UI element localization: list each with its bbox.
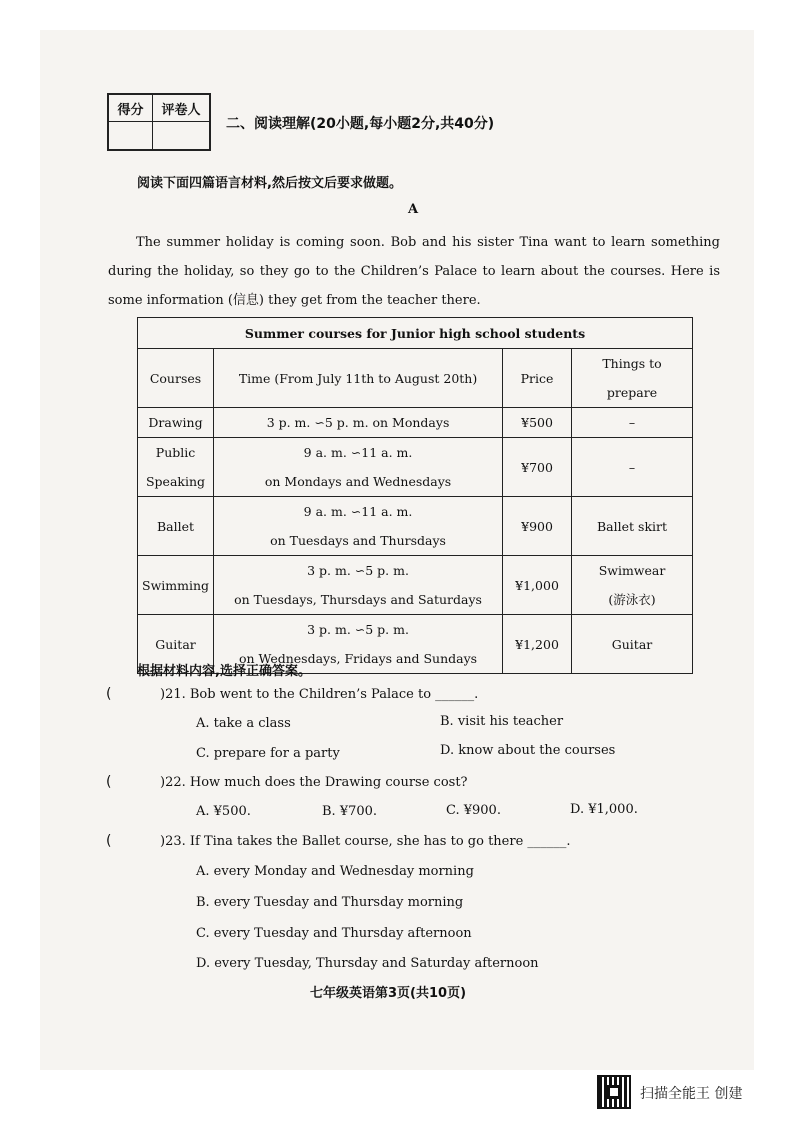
course-prepare: –: [572, 408, 693, 438]
course-name: Drawing: [138, 408, 214, 438]
option-a: A. every Monday and Wednesday morning: [196, 864, 474, 879]
option-c: C. ¥900.: [446, 803, 501, 818]
instruction: 阅读下面四篇语言材料,然后按文后要求做题。: [137, 176, 402, 191]
option-b: B. every Tuesday and Thursday morning: [196, 895, 464, 910]
question-21-stem: )21. Bob went to the Children’s Palace to ______.: [160, 687, 479, 702]
header-prepare: Things to prepare: [572, 349, 693, 408]
course-price: ¥500: [503, 408, 572, 438]
course-price: ¥900: [503, 497, 572, 556]
course-price: ¥1,000: [503, 556, 572, 615]
answer-paren: (: [106, 774, 112, 790]
course-price: ¥700: [503, 438, 572, 497]
option-b: B. ¥700.: [322, 804, 378, 819]
course-time: [214, 438, 503, 497]
table-row: [138, 497, 693, 556]
course-name: Swimming: [138, 556, 214, 615]
course-name: Public Speaking: [138, 438, 214, 497]
course-prepare: Guitar: [572, 615, 693, 674]
option-b: B. visit his teacher: [440, 714, 564, 729]
time-line: 3 p. m. ∽5 p. m.: [307, 563, 409, 578]
qr-code-icon: [597, 1075, 631, 1109]
grader-label: 评卷人: [153, 95, 209, 122]
table-row: [138, 438, 693, 497]
header-courses: Courses: [138, 349, 214, 408]
option-d: D. know about the courses: [440, 743, 616, 758]
time-line: 9 a. m. ∽11 a. m.: [303, 504, 413, 519]
course-time: [214, 556, 503, 615]
table-row: [138, 556, 693, 615]
answer-paren: (: [106, 833, 112, 849]
header-time: Time (From July 11th to August 20th): [214, 349, 503, 408]
question-23-stem: )23. If Tina takes the Ballet course, she has to go there ______.: [160, 834, 571, 849]
time-line: on Mondays and Wednesdays: [264, 474, 452, 489]
option-c: C. every Tuesday and Thursday afternoon: [196, 926, 472, 941]
grader-cell: [153, 122, 209, 149]
choose-prompt: 根据材料内容,选择正确答案。: [137, 664, 311, 679]
course-prepare: [572, 556, 693, 615]
courses-table: [137, 317, 693, 674]
course-prepare: Ballet skirt: [572, 497, 693, 556]
score-cell: [109, 122, 153, 149]
option-d: D. every Tuesday, Thursday and Saturday afternoon: [196, 956, 539, 971]
question-22-stem: )22. How much does the Drawing course cost?: [160, 775, 468, 790]
time-line: 3 p. m. ∽5 p. m. on Mondays: [266, 415, 450, 430]
section-title: 二、阅读理解(20小题,每小题2分,共40分): [226, 116, 495, 132]
option-c: C. prepare for a party: [196, 746, 340, 761]
score-box: [107, 93, 211, 151]
course-name: Ballet: [138, 497, 214, 556]
time-line: on Wednesdays, Fridays and Sundays: [238, 651, 478, 666]
option-a: A. ¥500.: [196, 804, 251, 819]
time-line: on Tuesdays and Thursdays: [270, 533, 446, 548]
header-price: Price: [503, 349, 572, 408]
passage-text: The summer holiday is coming soon. Bob and his sister Tina want to learn something during the holiday, so they go to the Children’s Palace to learn about the courses. Here is some information (信息) they get from the teacher there.: [108, 235, 720, 308]
table-header-row: [138, 349, 693, 408]
page-footer: 七年级英语第3页(共10页): [310, 986, 467, 1001]
time-line: 3 p. m. ∽5 p. m.: [307, 622, 409, 637]
prepare-line: Swimwear: [598, 563, 666, 578]
score-label: 得分: [109, 95, 153, 122]
course-time: [214, 497, 503, 556]
course-time: [214, 408, 503, 438]
table-caption: Summer courses for Junior high school students: [138, 318, 693, 349]
answer-paren: (: [106, 686, 112, 702]
course-price: ¥1,200: [503, 615, 572, 674]
scanner-watermark: 扫描全能王 创建: [640, 1086, 743, 1102]
prepare-line: (游泳衣): [608, 592, 656, 607]
course-name: Guitar: [138, 615, 214, 674]
time-line: 9 a. m. ∽11 a. m.: [303, 445, 413, 460]
table-row: [138, 408, 693, 438]
course-prepare: –: [572, 438, 693, 497]
option-d: D. ¥1,000.: [570, 802, 638, 817]
time-line: on Tuesdays, Thursdays and Saturdays: [234, 592, 482, 607]
option-a: A. take a class: [196, 716, 291, 731]
table-caption-row: [138, 318, 693, 349]
passage-letter: A: [408, 202, 419, 217]
